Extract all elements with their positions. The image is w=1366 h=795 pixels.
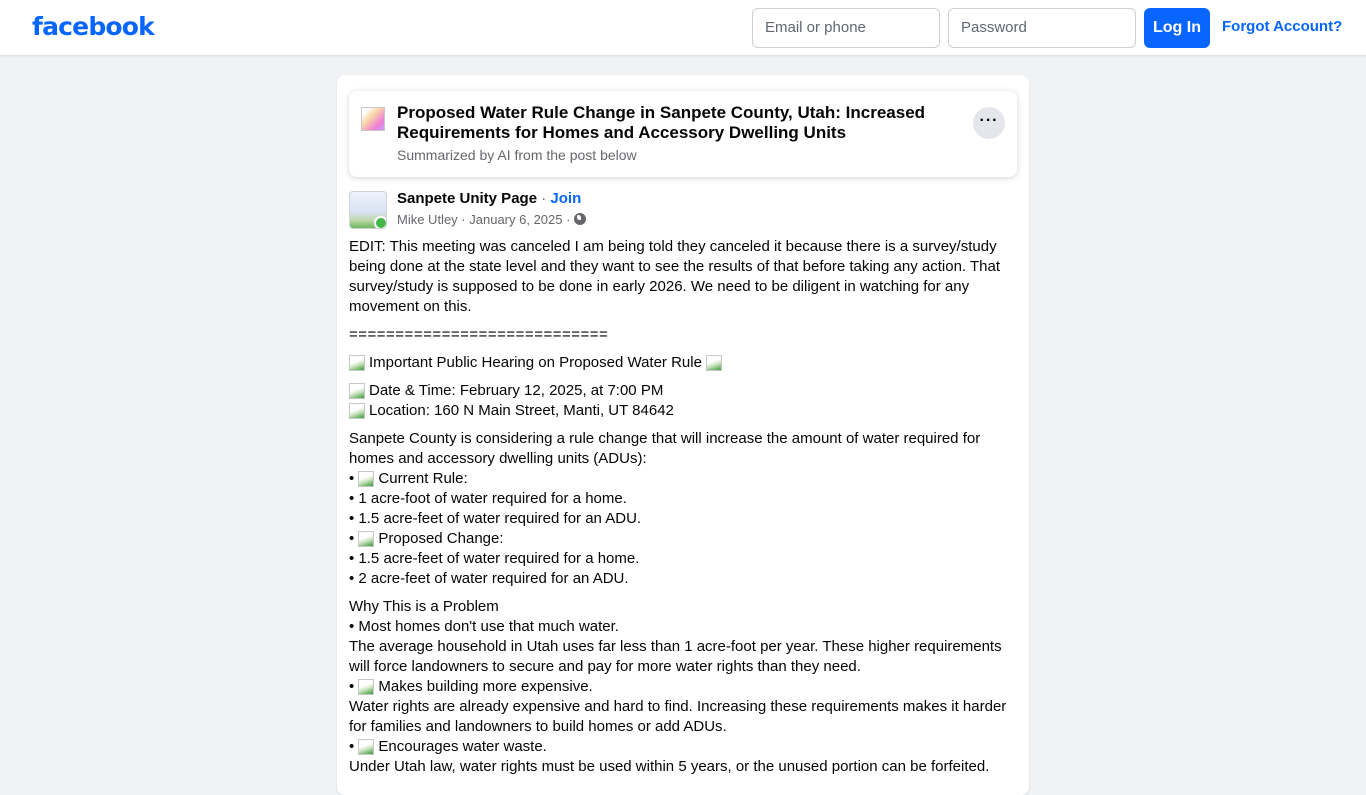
- hearing-title: Important Public Hearing on Proposed Water Rule: [369, 354, 702, 371]
- post-card: [337, 75, 1029, 795]
- broken-image-icon: [358, 471, 374, 487]
- proposed-change-label: Proposed Change:: [378, 530, 504, 547]
- list-item: [349, 549, 1017, 569]
- hearing-title-line: [349, 353, 1017, 373]
- intro-text: Sanpete County is considering a rule change that will increase the amount of water required for homes and accessory dwelling units (ADUs):: [349, 430, 981, 467]
- proposed-home-text: 1.5 acre-feet of water required for a home.: [358, 550, 640, 567]
- post-header: [349, 190, 1017, 230]
- login-button[interactable]: Log In: [1144, 8, 1210, 48]
- post-body: [349, 237, 1017, 785]
- author-link[interactable]: Mike Utley: [397, 212, 458, 227]
- separator: ·: [562, 212, 575, 227]
- bullet: •: [349, 570, 359, 587]
- more-options-button[interactable]: ···: [973, 107, 1005, 139]
- list-item: [349, 569, 1017, 589]
- bullet: •: [349, 510, 359, 527]
- list-item: [349, 489, 1017, 509]
- proposed-adu-text: 2 acre-feet of water required for an ADU.: [358, 570, 629, 587]
- edit-paragraph: EDIT: This meeting was canceled I am being told they canceled it because there is a survey/study being done at the state level and they want to see the results of that before taking any action. That survey/study is supposed to be done in early 2026. We need to be diligent in watching for any movement on this.: [349, 238, 1000, 315]
- broken-image-icon: [349, 383, 365, 399]
- current-home-text: 1 acre-foot of water required for a home.: [358, 490, 627, 507]
- bullet: •: [349, 530, 359, 547]
- facebook-logo[interactable]: facebook: [32, 12, 154, 41]
- globe-icon: [574, 213, 586, 225]
- broken-image-icon: [361, 107, 385, 131]
- bullet: •: [349, 738, 359, 755]
- problem-title: Most homes don't use that much water.: [358, 618, 619, 635]
- event-details: [349, 381, 1017, 421]
- join-link[interactable]: Join: [550, 190, 582, 207]
- email-or-phone-input[interactable]: Email or phone: [752, 8, 940, 48]
- list-item: [349, 677, 1017, 697]
- group-name-link[interactable]: Sanpete Unity Page: [397, 190, 538, 207]
- event-location: Location: 160 N Main Street, Manti, UT 84642: [369, 402, 674, 419]
- top-navigation-bar: [0, 0, 1366, 56]
- problem-section: [349, 597, 1017, 777]
- broken-image-icon: [349, 355, 365, 371]
- ai-summary-card: [349, 91, 1017, 177]
- ai-summary-title: Proposed Water Rule Change in Sanpete County, Utah: Increased Requirements for Homes and Accessory Dwelling Units: [397, 103, 926, 142]
- event-datetime: Date & Time: February 12, 2025, at 7:00 PM: [369, 382, 664, 399]
- separator: ·: [457, 212, 470, 227]
- problem-title: Encourages water waste.: [378, 738, 547, 755]
- problem-heading: Why This is a Problem: [349, 598, 499, 615]
- current-rule-label: Current Rule:: [378, 470, 468, 487]
- problem-title: Makes building more expensive.: [378, 678, 593, 695]
- separator: ·: [537, 190, 551, 207]
- location-line: [349, 401, 1017, 421]
- bullet: •: [349, 678, 359, 695]
- broken-image-icon: [706, 355, 722, 371]
- list-item: [349, 529, 1017, 549]
- ai-summary-subtitle: Summarized by AI from the post below: [397, 147, 637, 163]
- problem-text: Water rights are already expensive and hard to find. Increasing these requirements makes it harder for families and landowners to build homes or add ADUs.: [349, 698, 1007, 735]
- password-input[interactable]: Password: [948, 8, 1136, 48]
- datetime-line: [349, 381, 1017, 401]
- list-item: [349, 509, 1017, 529]
- bullet: •: [349, 550, 359, 567]
- broken-image-icon: [358, 739, 374, 755]
- forgot-account-link[interactable]: Forgot Account?: [1222, 18, 1343, 35]
- bullet: •: [349, 490, 359, 507]
- post-date-link[interactable]: January 6, 2025: [469, 212, 563, 227]
- bullet: •: [349, 470, 359, 487]
- problem-text: Under Utah law, water rights must be used within 5 years, or the unused portion can be forfeited.: [349, 758, 990, 775]
- broken-image-icon: [358, 531, 374, 547]
- broken-image-icon: [349, 403, 365, 419]
- problem-text: The average household in Utah uses far less than 1 acre-foot per year. These higher requirements will force landowners to secure and pay for more water rights than they need.: [349, 638, 1002, 675]
- bullet: •: [349, 618, 359, 635]
- broken-image-icon: [358, 679, 374, 695]
- list-item: [349, 737, 1017, 757]
- list-item: [349, 469, 1017, 489]
- avatar-badge-icon: [374, 216, 387, 229]
- group-line: [397, 190, 581, 207]
- group-avatar[interactable]: [349, 191, 387, 229]
- list-item: [349, 617, 1017, 637]
- post-meta: [397, 212, 586, 227]
- divider-text: ============================: [349, 326, 609, 343]
- current-adu-text: 1.5 acre-feet of water required for an ADU.: [358, 510, 642, 527]
- rule-section: [349, 429, 1017, 589]
